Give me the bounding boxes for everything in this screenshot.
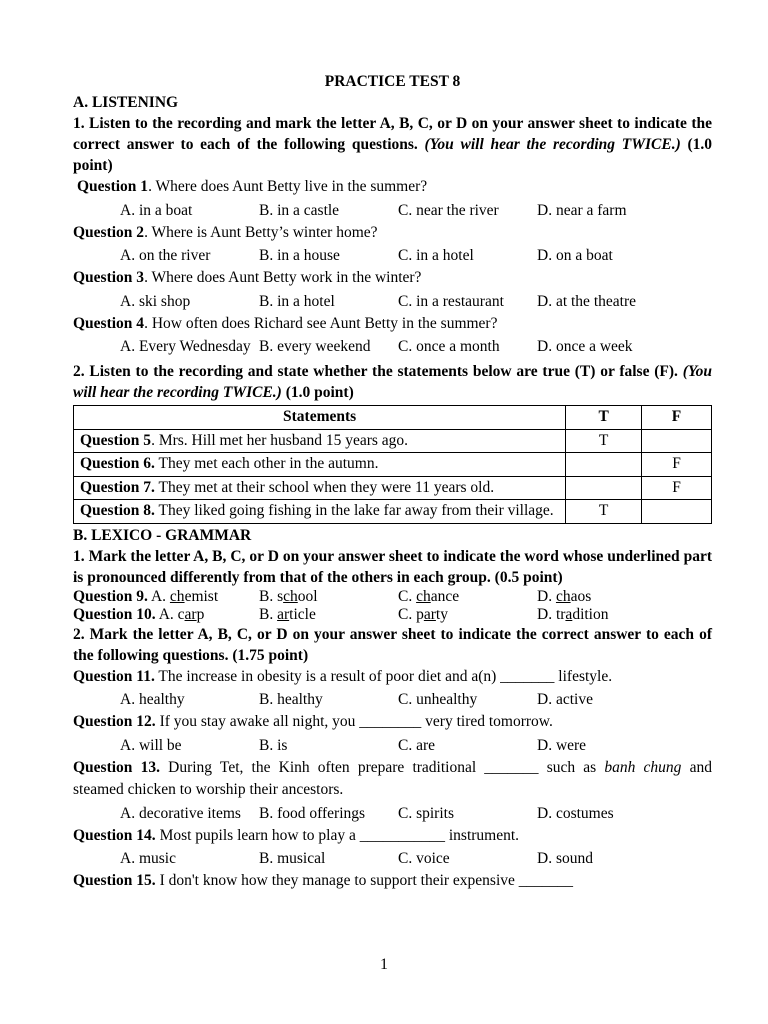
question-label: Question 4 [73, 314, 145, 332]
option-b: B. in a castle [259, 201, 340, 219]
option-a: A. in a boat [120, 201, 193, 219]
option-suffix: dition [572, 605, 609, 623]
underlined-part: ar [277, 605, 290, 623]
option-prefix: C. [398, 587, 417, 605]
statement-cell [74, 500, 566, 524]
header-true: T [566, 406, 642, 430]
question-text: The increase in obesity is a result of poor diet and a(n) _______ lifestyle. [154, 667, 613, 685]
question-text: and [681, 758, 712, 776]
question-label: Question 15. [73, 872, 156, 889]
instr-bold: 1. Listen to the recording and mark the letter A, B, C, or D on your answer sheet to indicate the correct answer to each of the following questions. [73, 115, 712, 153]
option-suffix: p [196, 605, 205, 623]
question-label: Question 11. [73, 667, 155, 685]
question-2-options [73, 244, 712, 267]
option-b: B. in a house [259, 247, 340, 264]
question-label: Question 2 [73, 223, 145, 241]
question-label: Question 8. [80, 502, 155, 519]
option-suffix: emist [184, 587, 219, 605]
question-3 [73, 267, 712, 290]
option-c: C. unhealthy [398, 691, 478, 708]
question-10 [73, 606, 712, 624]
header-false: F [642, 406, 712, 430]
question-text: I don't know how they manage to support their expensive _______ [155, 872, 574, 889]
question-label: Question 12. [73, 713, 156, 730]
option-a: A. Every Wednesday [120, 338, 251, 355]
question-label: Question 5 [80, 431, 152, 449]
underlined-part: ch [555, 587, 571, 605]
question-text: . How often does Richard see Aunt Betty in the summer? [144, 314, 498, 332]
statement-cell [74, 476, 566, 500]
question-12-options [73, 734, 712, 757]
statements-table [73, 405, 712, 524]
false-cell [642, 429, 712, 453]
question-label: Question 6. [80, 455, 155, 472]
page-number: 1 [380, 956, 388, 973]
option-a: A. ski shop [120, 292, 191, 310]
question-text: . Where does Aunt Betty live in the summer? [148, 178, 428, 195]
option-d: D. costumes [537, 804, 614, 822]
option-prefix: A. c [158, 605, 185, 623]
q9-a [73, 588, 259, 606]
statement-text: They met each other in the autumn. [154, 455, 379, 472]
option-b: B. healthy [259, 691, 323, 708]
instr-italic: (You will hear the recording TWICE.) [424, 136, 681, 153]
option-prefix: C. p [398, 605, 424, 623]
option-prefix: D. [537, 587, 556, 605]
option-suffix: aos [570, 587, 592, 605]
question-label: Question 3 [73, 269, 145, 286]
question-11 [73, 666, 712, 689]
document-page [73, 71, 712, 893]
underlined-part: ar [423, 605, 436, 623]
option-b: B. every weekend [259, 338, 371, 355]
lexico-part1-instruction: 1. Mark the letter A, B, C, or D on your answer sheet to indicate the word whose underlined part is pronounced differently from that of the others in each group. (0.5 point) [73, 547, 712, 586]
option-c: C. near the river [398, 201, 499, 219]
option-suffix: ticle [289, 605, 316, 623]
listening-part1-instruction [73, 113, 712, 176]
table-row [74, 500, 712, 524]
table-row [74, 453, 712, 477]
q10-b [259, 606, 398, 624]
q10-a [73, 606, 259, 624]
statement-text: They liked going fishing in the lake far away from their village. [154, 502, 554, 519]
option-d: D. at the theatre [537, 292, 636, 310]
question-12 [73, 711, 712, 734]
question-text: Most pupils learn how to play a ___________ instrument. [155, 826, 520, 844]
question-14-options [73, 847, 712, 870]
question-3-options [73, 290, 712, 313]
option-prefix: A. [150, 587, 170, 605]
option-c: C. are [398, 736, 436, 754]
option-a: A. healthy [120, 691, 185, 708]
instr-points: (1.0 point) [285, 384, 354, 401]
question-13-options [73, 802, 712, 825]
option-a: A. music [120, 850, 176, 867]
header-statements: Statements [74, 406, 566, 430]
option-b: B. food offerings [259, 804, 366, 822]
false-cell: F [642, 476, 712, 500]
question-text: . Where is Aunt Betty’s winter home? [144, 223, 378, 241]
table-row [74, 476, 712, 500]
section-b-heading: B. LEXICO - GRAMMAR [73, 526, 252, 544]
question-label: Question 1 [77, 178, 149, 195]
question-13 [73, 757, 712, 780]
question-label: Question 7. [80, 478, 155, 496]
true-cell [566, 476, 642, 500]
statement-cell [74, 429, 566, 453]
true-cell [566, 453, 642, 477]
statement-text: They met at their school when they were 11 years old. [154, 478, 495, 496]
underlined-part: ch [416, 587, 431, 605]
option-b: B. is [259, 736, 288, 754]
instr-bold: 2. Listen to the recording and state whether the statements below are true (T) or false (F). [73, 363, 678, 380]
q9-b [259, 588, 398, 606]
option-a: A. will be [120, 736, 182, 754]
question-4 [73, 313, 712, 336]
question-text: During Tet, the Kinh often prepare traditional _______ such as [159, 758, 605, 776]
option-prefix: B. [259, 605, 278, 623]
question-label: Question 10. [73, 605, 156, 623]
option-c: C. in a restaurant [398, 292, 504, 310]
question-label: Question 13. [73, 758, 160, 776]
statement-text: . Mrs. Hill met her husband 15 years ago. [151, 431, 409, 449]
section-a-heading: A. LISTENING [73, 94, 179, 111]
option-d: D. active [537, 691, 593, 708]
question-15 [73, 870, 712, 893]
option-d: D. on a boat [537, 247, 613, 264]
table-header-row [74, 406, 712, 430]
question-14 [73, 825, 712, 848]
option-a: A. decorative items [120, 804, 241, 822]
question-label: Question 9. [73, 587, 148, 605]
question-2 [73, 222, 712, 245]
option-a: A. on the river [120, 247, 211, 264]
true-cell: T [566, 429, 642, 453]
option-c: C. voice [398, 850, 450, 867]
question-4-options [73, 335, 712, 358]
instr-points: (1.0 point) [73, 136, 712, 174]
true-cell: T [566, 500, 642, 524]
q9-c [398, 588, 537, 606]
option-b: B. musical [259, 850, 326, 867]
underlined-part: ch [169, 587, 185, 605]
option-d: D. once a week [537, 338, 633, 355]
question-1-options [73, 199, 712, 222]
option-prefix: D. tr [537, 605, 566, 623]
question-13-line2: steamed chicken to worship their ancestors. [73, 781, 344, 798]
q10-d [537, 606, 608, 624]
page-title: PRACTICE TEST 8 [324, 73, 461, 90]
question-text-italic: banh chung [604, 758, 682, 776]
lexico-part2-instruction: 2. Mark the letter A, B, C, or D on your answer sheet to indicate the correct answer to each of the following questions. (1.75 point) [73, 625, 712, 664]
option-suffix: ty [435, 605, 448, 623]
option-d: D. near a farm [537, 201, 627, 219]
false-cell [642, 500, 712, 524]
question-label: Question 14. [73, 826, 156, 844]
underlined-part: ar [184, 605, 197, 623]
instr-italic: (You will hear the recording TWICE.) [73, 363, 712, 401]
question-1 [73, 176, 712, 199]
option-c: C. in a hotel [398, 247, 474, 264]
q9-d [537, 588, 591, 606]
question-9 [73, 588, 712, 606]
statement-cell [74, 453, 566, 477]
option-b: B. in a hotel [259, 292, 335, 310]
q10-c [398, 606, 537, 624]
option-suffix: ance [430, 587, 460, 605]
option-d: D. were [537, 736, 587, 754]
option-suffix: ool [297, 587, 318, 605]
option-c: C. spirits [398, 804, 454, 822]
underlined-part: ch [283, 587, 298, 605]
option-d: D. sound [537, 850, 593, 867]
option-prefix: B. s [259, 587, 284, 605]
false-cell: F [642, 453, 712, 477]
underlined-part: a [565, 605, 573, 623]
table-row [74, 429, 712, 453]
option-c: C. once a month [398, 338, 500, 355]
question-text: . Where does Aunt Betty work in the winter? [144, 269, 422, 286]
question-text: If you stay awake all night, you ________ very tired tomorrow. [155, 713, 553, 730]
listening-part2-instruction [73, 361, 712, 403]
question-11-options [73, 688, 712, 711]
